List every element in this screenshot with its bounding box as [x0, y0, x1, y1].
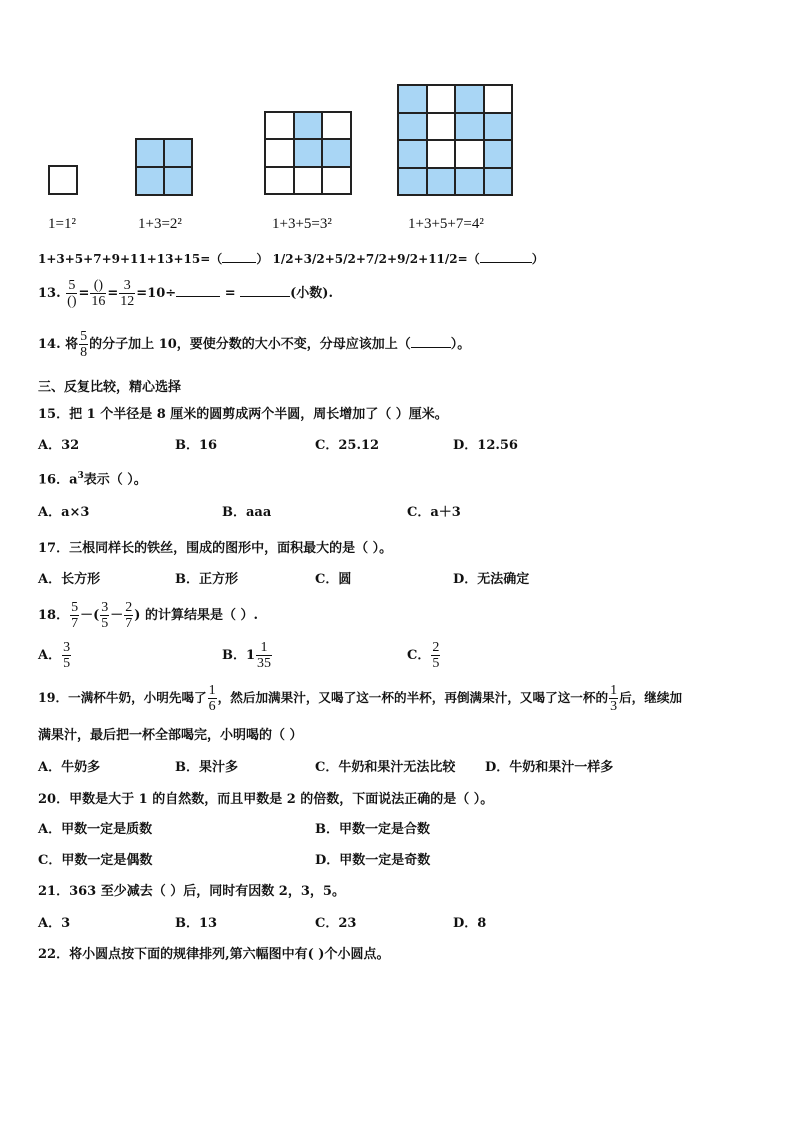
pattern-caption: 1+3+5=3² [272, 216, 332, 232]
question-13: 13. $\frac{5}{()}$ = $\frac{()}{16}$ = $\frac{3}{12}$ =10÷ = (小数). [38, 278, 333, 309]
grid-cell [484, 85, 513, 113]
grid-cell [265, 139, 294, 166]
grid-3x3 [264, 111, 352, 195]
option-a[interactable]: A． $\frac{3}{5}$ [38, 640, 71, 671]
option-a[interactable]: A．a×3 [38, 505, 90, 520]
question-16: 16．$a^3$表示（ ）。 [38, 471, 147, 488]
option-c[interactable]: C．a＋3 [407, 505, 461, 520]
grid-cell [398, 85, 427, 113]
question-17: 17．三根同样长的铁丝，围成的图形中，面积最大的是（ ）。 [38, 541, 393, 556]
pattern-question-row: 1+3+5+7+9+11+13+15=（ ） 1/2+3/2+5/2+7/2+9/2+11/2=（ ） [38, 252, 544, 266]
option-b[interactable]: B．1 $\frac{1}{35}$ [222, 640, 272, 671]
grid-cell [164, 167, 192, 195]
option-c[interactable]: C．23 [315, 916, 357, 931]
grid-cell [322, 167, 351, 194]
option-c[interactable]: C．25.12 [315, 438, 380, 453]
grid-cell [398, 168, 427, 196]
fraction: $\frac{2}{7}$ [125, 600, 133, 631]
question-22: 22．将小圆点按下面的规律排列,第六幅图中有( )个小圆点。 [38, 947, 390, 962]
question-14: 14. 将 $\frac{5}{8}$ 的分子加上 10，要使分数的大小不变，分母应该加上（ ）。 [38, 329, 471, 360]
option-b[interactable]: B．甲数一定是合数 [315, 822, 430, 837]
grid-cell [455, 168, 484, 196]
grid-cell [49, 166, 77, 194]
grid-cell [322, 112, 351, 139]
option-b[interactable]: B．16 [175, 438, 218, 453]
grid-cell [455, 140, 484, 168]
pattern-caption: 1=1² [48, 216, 76, 232]
pattern-caption: 1+3+5+7=4² [408, 216, 484, 232]
fraction: $\frac{1}{35}$ [257, 640, 272, 671]
option-a[interactable]: A．牛奶多 [38, 760, 101, 775]
option-a[interactable]: A．32 [38, 438, 80, 453]
option-a[interactable]: A．长方形 [38, 572, 101, 587]
grid-cell [427, 113, 456, 141]
grid-cell [427, 140, 456, 168]
fraction: $\frac{1}{6}$ [208, 683, 216, 714]
question-21: 21．363 至少减去（ ）后，同时有因数 2，3，5。 [38, 884, 345, 899]
grid-cell [294, 112, 323, 139]
grid-cell [164, 139, 192, 167]
grid-cell [265, 167, 294, 194]
answer-blank[interactable] [411, 335, 451, 348]
question-20: 20．甲数是大于 1 的自然数，而且甲数是 2 的倍数，下面说法正确的是（ ）。 [38, 792, 494, 807]
grid-cell [322, 139, 351, 166]
fraction: $\frac{5}{8}$ [80, 329, 88, 360]
fraction: $\frac{1}{3}$ [610, 683, 618, 714]
grid-cell [455, 113, 484, 141]
grid-4x4 [397, 84, 513, 196]
option-b[interactable]: B．果汁多 [175, 760, 238, 775]
grid-cell [265, 112, 294, 139]
grid-cell [136, 139, 164, 167]
fraction: $\frac{5}{()}$ [67, 278, 77, 309]
option-d[interactable]: D．牛奶和果汁一样多 [485, 760, 614, 775]
grid-cell [294, 139, 323, 166]
grid-cell [136, 167, 164, 195]
answer-blank[interactable] [240, 284, 290, 297]
answer-blank[interactable] [480, 250, 532, 263]
grid-cell [484, 140, 513, 168]
question-19: 19．一满杯牛奶，小明先喝了 $\frac{1}{6}$ ，然后加满果汁，又喝了这一杯的半杯，再倒满果汁，又喝了这一杯的 $\frac{1}{3}$ 后，继续加 [38, 683, 683, 714]
option-b[interactable]: B．aaa [222, 505, 272, 520]
option-d[interactable]: D．甲数一定是奇数 [315, 853, 431, 868]
answer-blank[interactable] [222, 250, 256, 263]
option-d[interactable]: D．8 [453, 916, 487, 931]
fraction: $\frac{3}{12}$ [120, 278, 135, 309]
answer-blank[interactable] [176, 284, 220, 297]
pattern-question-2: 1/2+3/2+5/2+7/2+9/2+11/2= [272, 252, 468, 266]
section-heading: 三、反复比较，精心选择 [38, 380, 182, 395]
fraction: $\frac{3}{5}$ [63, 640, 71, 671]
grid-cell [427, 85, 456, 113]
option-d[interactable]: D．12.56 [453, 438, 518, 453]
option-c[interactable]: C．牛奶和果汁无法比较 [315, 760, 456, 775]
option-c[interactable]: C． $\frac{2}{5}$ [407, 640, 440, 671]
grid-1x1 [48, 165, 78, 195]
option-c[interactable]: C．圆 [315, 572, 352, 587]
pattern-caption: 1+3=2² [138, 216, 182, 232]
fraction: $\frac{()}{16}$ [91, 278, 106, 309]
grid-cell [427, 168, 456, 196]
fraction: $\frac{5}{7}$ [71, 600, 79, 631]
option-d[interactable]: D．无法确定 [453, 572, 530, 587]
question-15: 15．把 1 个半径是 8 厘米的圆剪成两个半圆，周长增加了（ ）厘米。 [38, 407, 448, 422]
option-b[interactable]: B．13 [175, 916, 218, 931]
option-b[interactable]: B．正方形 [175, 572, 238, 587]
option-a[interactable]: A．甲数一定是质数 [38, 822, 153, 837]
grid-cell [398, 113, 427, 141]
grid-cell [294, 167, 323, 194]
question-19-line2: 满果汁，最后把一杯全部喝完，小明喝的（ ） [38, 728, 303, 743]
pattern-question-1: 1+3+5+7+9+11+13+15= [38, 252, 211, 266]
grid-cell [484, 168, 513, 196]
grid-cell [455, 85, 484, 113]
fraction: $\frac{2}{5}$ [432, 640, 440, 671]
fraction: $\frac{3}{5}$ [101, 600, 109, 631]
question-18: 18． $\frac{5}{7}$ －( $\frac{3}{5}$ － $\frac{2}{7}$ ) 的计算结果是（ ）. [38, 600, 258, 631]
grid-cell [484, 113, 513, 141]
grid-cell [398, 140, 427, 168]
option-c[interactable]: C．甲数一定是偶数 [38, 853, 153, 868]
option-a[interactable]: A．3 [38, 916, 71, 931]
grid-2x2 [135, 138, 193, 196]
